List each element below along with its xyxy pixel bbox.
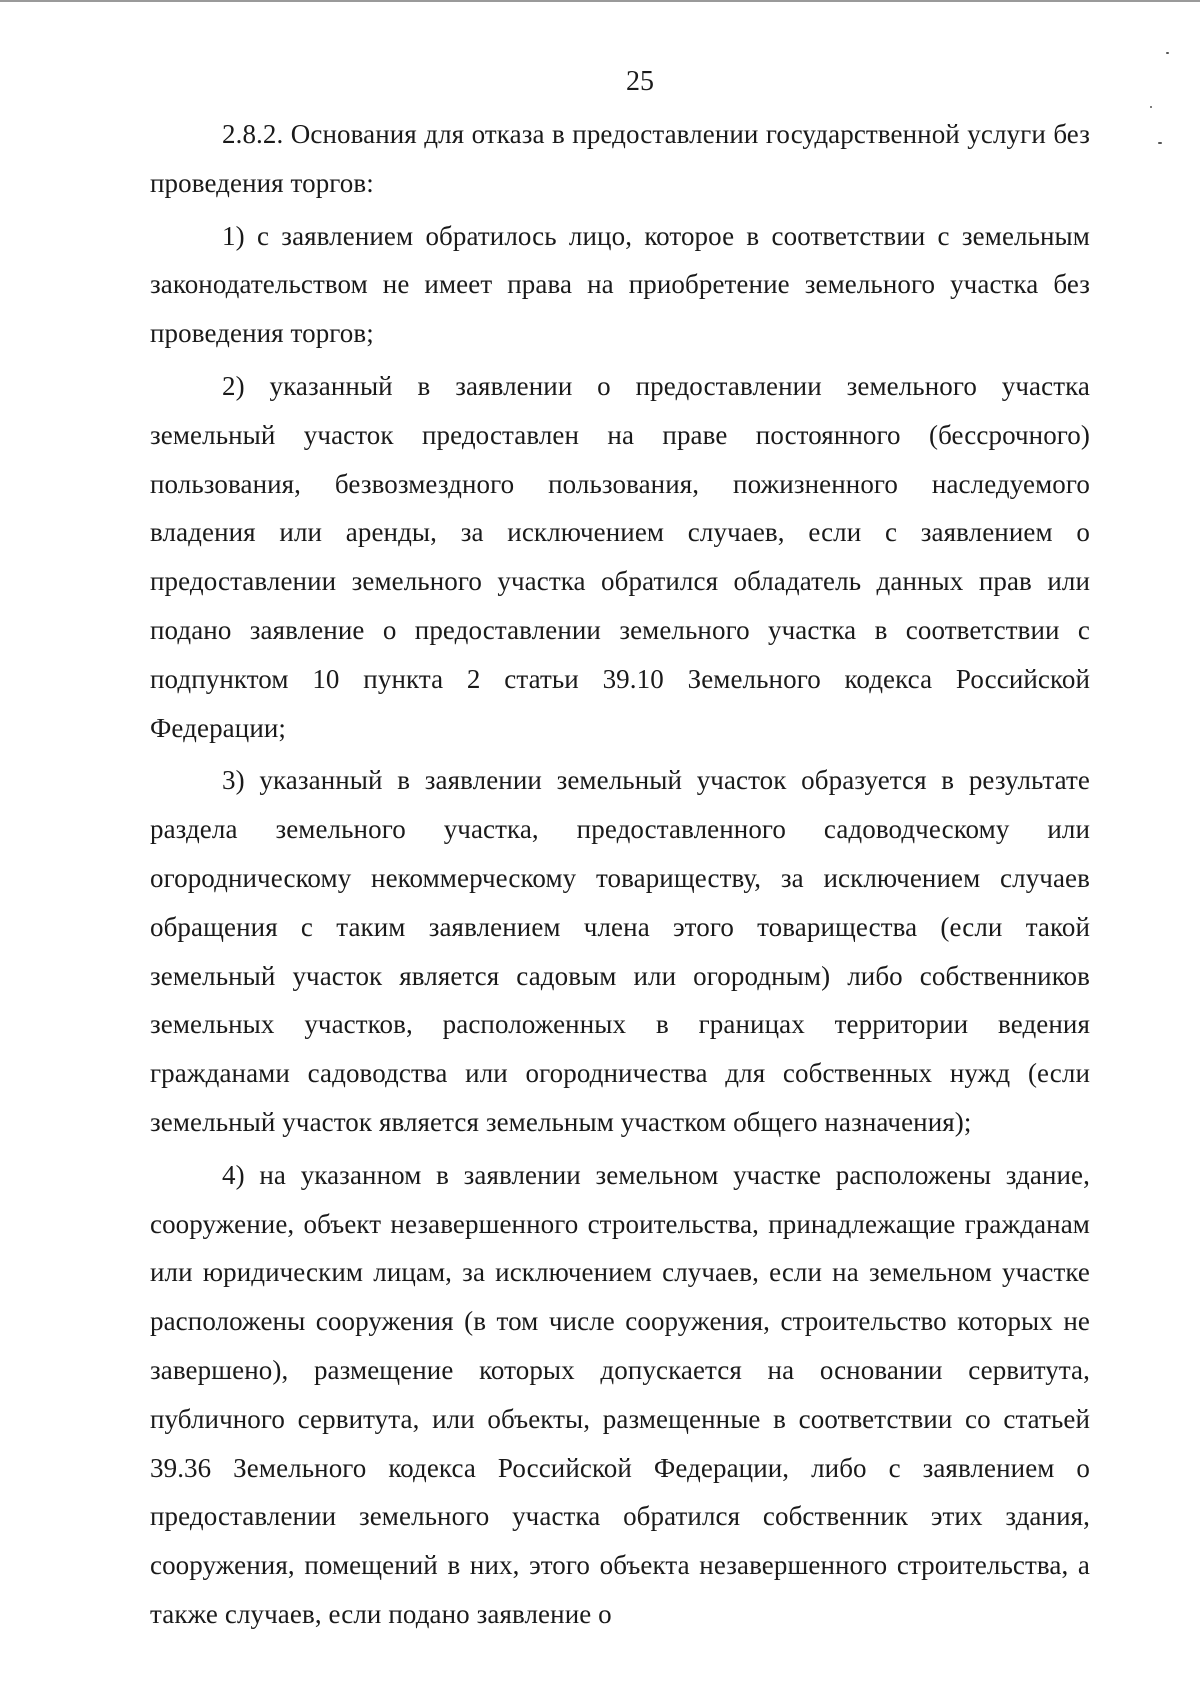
list-item-4: 4) на указанном в заявлении земельном участке расположены здание, сооружение, объект незавершенного строительства, принадлежащие гражданам или юридическим лицам, за исключением случаев, если на земельном участке расположены сооружения (в том числе сооружения, строительство которых не завершено), размещение которых допускается на основании сервитута, публичного сервитута, или объекты, размещенные в соответствии со статьей 39.36 Земельного кодекса Российской Федерации, либо с заявлением о предоставлении земельного участка обратился собственник этих здания, сооружения, помещений в них, этого объекта незавершенного строительства, а также случаев, если подано заявление о <box>150 1159 1090 1629</box>
document-page <box>150 62 1090 1643</box>
scan-top-edge <box>0 0 1200 2</box>
section-heading-paragraph: 2.8.2. Основания для отказа в предоставлении государственной услуги без проведения торгов: <box>150 119 1090 198</box>
scan-speck <box>1150 106 1152 108</box>
page-number: 25 <box>626 66 654 97</box>
list-item-3: 3) указанный в заявлении земельный участок образуется в результате раздела земельного участка, предоставленного садоводческому или огородническому некоммерческому товариществу, за исключением случаев обращения с таким заявлением члена этого товарищества (если такой земельный участок является садовым или огородным) либо собственников земельных участков, расположенных в границах территории ведения гражданами садоводства или огородничества для собственных нужд (если земельный участок является земельным участком общего назначения); <box>150 765 1090 1137</box>
scan-speck <box>1158 142 1162 144</box>
list-item-1: 1) с заявлением обратилось лицо, которое в соответствии с земельным законодательством не имеет права на приобретение земельного участка без проведения торгов; <box>150 220 1090 349</box>
scan-speck <box>1166 52 1169 54</box>
list-item-2: 2) указанный в заявлении о предоставлении земельного участка земельный участок предоставлен на праве постоянного (бессрочного) пользования, безвозмездного пользования, пожизненного наследуемого владения или аренды, за исключением случаев, если с заявлением о предоставлении земельного участка обратился обладатель данных прав или подано заявление о предоставлении земельного участка в соответствии с подпунктом 10 пункта 2 статьи 39.10 Земельного кодекса Российской Федерации; <box>150 370 1090 743</box>
